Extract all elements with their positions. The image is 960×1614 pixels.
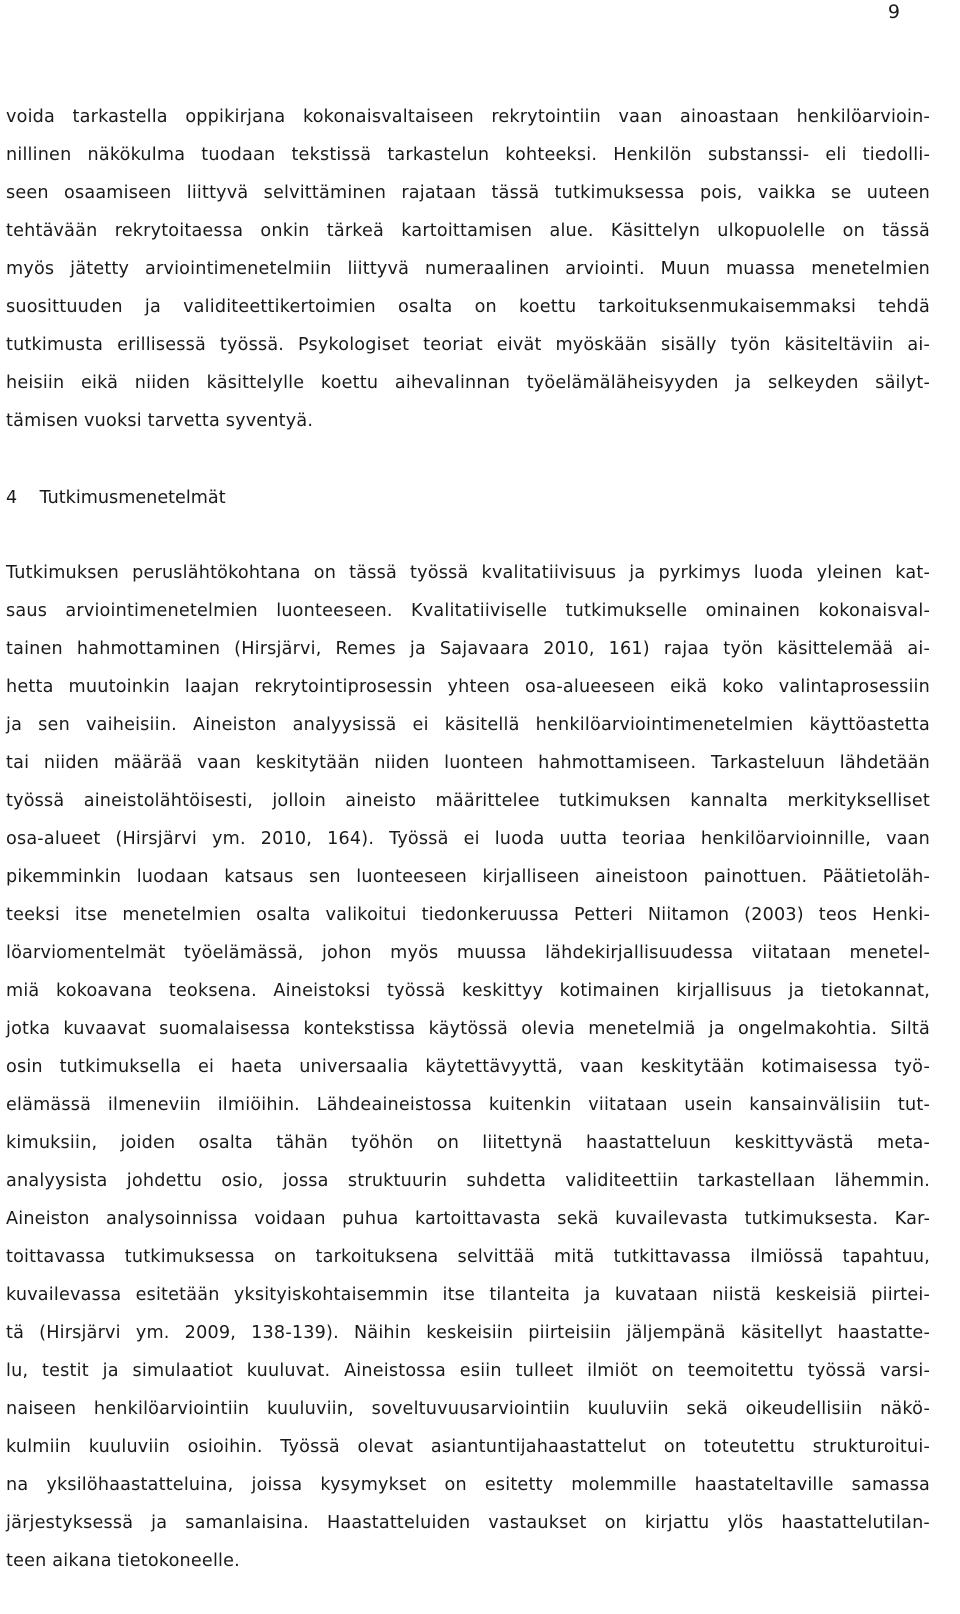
paragraph-line: tai niiden määrää vaan keskitytään niiden luonteen hahmottamiseen. Tarkasteluun lähdetään xyxy=(6,753,930,773)
paragraph-line: tainen hahmottaminen (Hirsjärvi, Remes ja Sajavaara 2010, 161) rajaa työn käsittelemää ai- xyxy=(6,639,930,659)
paragraph-line: löarviomentelmät työelämässä, johon myös muussa lähdekirjallisuudessa viitataan menetel- xyxy=(6,943,930,963)
paragraph-line: heisiin eikä niiden käsittelylle koettu aihevalinnan työelämäläheisyyden ja selkeyden säilyt- xyxy=(6,373,930,393)
paragraph-line: tehtävään rekrytoitaessa onkin tärkeä kartoittamisen alue. Käsittelyn ulkopuolelle on tässä xyxy=(6,221,930,241)
paragraph-line: lu, testit ja simulaatiot kuuluvat. Aineistossa esiin tulleet ilmiöt on teemoitettu työssä varsi- xyxy=(6,1361,930,1381)
paragraph-line: kimuksiin, joiden osalta tähän työhön on liitettynä haastatteluun keskittyvästä meta- xyxy=(6,1133,930,1153)
paragraph-line: hetta muutoinkin laajan rekrytointiprosessin yhteen osa-alueeseen eikä koko valintaprosessiin xyxy=(6,677,930,697)
paragraph-line: osin tutkimuksella ei haeta universaalia käytettävyyttä, vaan keskitytään kotimaisessa työ- xyxy=(6,1057,930,1077)
paragraph-line: jotka kuvaavat suomalaisessa kontekstissa käytössä olevia menetelmiä ja ongelmakohtia. Siltä xyxy=(6,1019,930,1039)
paragraph-line: järjestyksessä ja samanlaisina. Haastatteluiden vastaukset on kirjattu ylös haastattelutilan- xyxy=(6,1513,930,1533)
paragraph-line: tämisen vuoksi tarvetta syventyä. xyxy=(6,411,314,431)
paragraph-line: saus arviointimenetelmien luonteeseen. Kvalitatiiviselle tutkimukselle ominainen kokonaisval- xyxy=(6,601,930,621)
paragraph-line: ja sen vaiheisiin. Aineiston analyysissä ei käsitellä henkilöarviointimenetelmien käyttöastetta xyxy=(6,715,930,735)
paragraph-line: teen aikana tietokoneelle. xyxy=(6,1551,240,1571)
paragraph-line: työssä aineistolähtöisesti, jolloin aineisto määrittelee tutkimuksen kannalta merkitykselliset xyxy=(6,791,930,811)
paragraph-line: naiseen henkilöarviointiin kuuluviin, soveltuvuusarviointiin kuuluviin sekä oikeudellisiin näkö- xyxy=(6,1399,930,1419)
paragraph-line: pikemminkin luodaan katsaus sen luonteeseen kirjalliseen aineistoon painottuen. Päätietoläh- xyxy=(6,867,930,887)
paragraph-line: na yksilöhaastatteluina, joissa kysymykset on esitetty molemmille haastateltaville samassa xyxy=(6,1475,930,1495)
paragraph-line: seen osaamiseen liittyvä selvittäminen rajataan tässä tutkimuksessa pois, vaikka se uuteen xyxy=(6,183,930,203)
section-heading: 4 Tutkimusmenetelmät xyxy=(6,488,226,508)
paragraph-line: myös jätetty arviointimenetelmiin liittyvä numeraalinen arviointi. Muun muassa menetelmien xyxy=(6,259,930,279)
page-number: 9 xyxy=(887,1,900,23)
paragraph-line: tä (Hirsjärvi ym. 2009, 138-139). Näihin keskeisiin piirteisiin jäljempänä käsitellyt haastatte- xyxy=(6,1323,930,1343)
paragraph-line: Tutkimuksen peruslähtökohtana on tässä työssä kvalitatiivisuus ja pyrkimys luoda yleinen kat- xyxy=(6,563,930,583)
paragraph-line: Aineiston analysoinnissa voidaan puhua kartoittavasta sekä kuvailevasta tutkimuksesta. Kar- xyxy=(6,1209,930,1229)
paragraph-line: suosittuuden ja validiteettikertoimien osalta on koettu tarkoituksenmukaisemmaksi tehdä xyxy=(6,297,930,317)
paragraph-line: teeksi itse menetelmien osalta valikoitui tiedonkeruussa Petteri Niitamon (2003) teos Henki- xyxy=(6,905,930,925)
paragraph-line: kulmiin kuuluviin osioihin. Työssä olevat asiantuntijahaastattelut on toteutettu strukturoitui- xyxy=(6,1437,930,1457)
paragraph-line: miä kokoavana teoksena. Aineistoksi työssä keskittyy kotimainen kirjallisuus ja tietokannat, xyxy=(6,981,930,1001)
paragraph-line: kuvailevassa esitetään yksityiskohtaisemmin itse tilanteita ja kuvataan niistä keskeisiä piirtei- xyxy=(6,1285,930,1305)
paragraph-line: toittavassa tutkimuksessa on tarkoituksena selvittää mitä tutkittavassa ilmiössä tapahtuu, xyxy=(6,1247,930,1267)
paragraph-line: nillinen näkökulma tuodaan tekstissä tarkastelun kohteeksi. Henkilön substanssi- eli tiedolli- xyxy=(6,145,930,165)
paragraph-line: analyysista johdettu osio, jossa struktuurin suhdetta validiteettiin tarkastellaan lähemmin. xyxy=(6,1171,930,1191)
paragraph-line: elämässä ilmeneviin ilmiöihin. Lähdeaineistossa kuitenkin viitataan usein kansainvälisiin tut- xyxy=(6,1095,930,1115)
paragraph-line: voida tarkastella oppikirjana kokonaisvaltaiseen rekrytointiin vaan ainoastaan henkilöarvioin- xyxy=(6,107,930,127)
paragraph-line: osa-alueet (Hirsjärvi ym. 2010, 164). Työssä ei luoda uutta teoriaa henkilöarvioinnille, vaan xyxy=(6,829,930,849)
paragraph-line: tutkimusta erillisessä työssä. Psykologiset teoriat eivät myöskään sisälly työn käsiteltäviin ai- xyxy=(6,335,930,355)
